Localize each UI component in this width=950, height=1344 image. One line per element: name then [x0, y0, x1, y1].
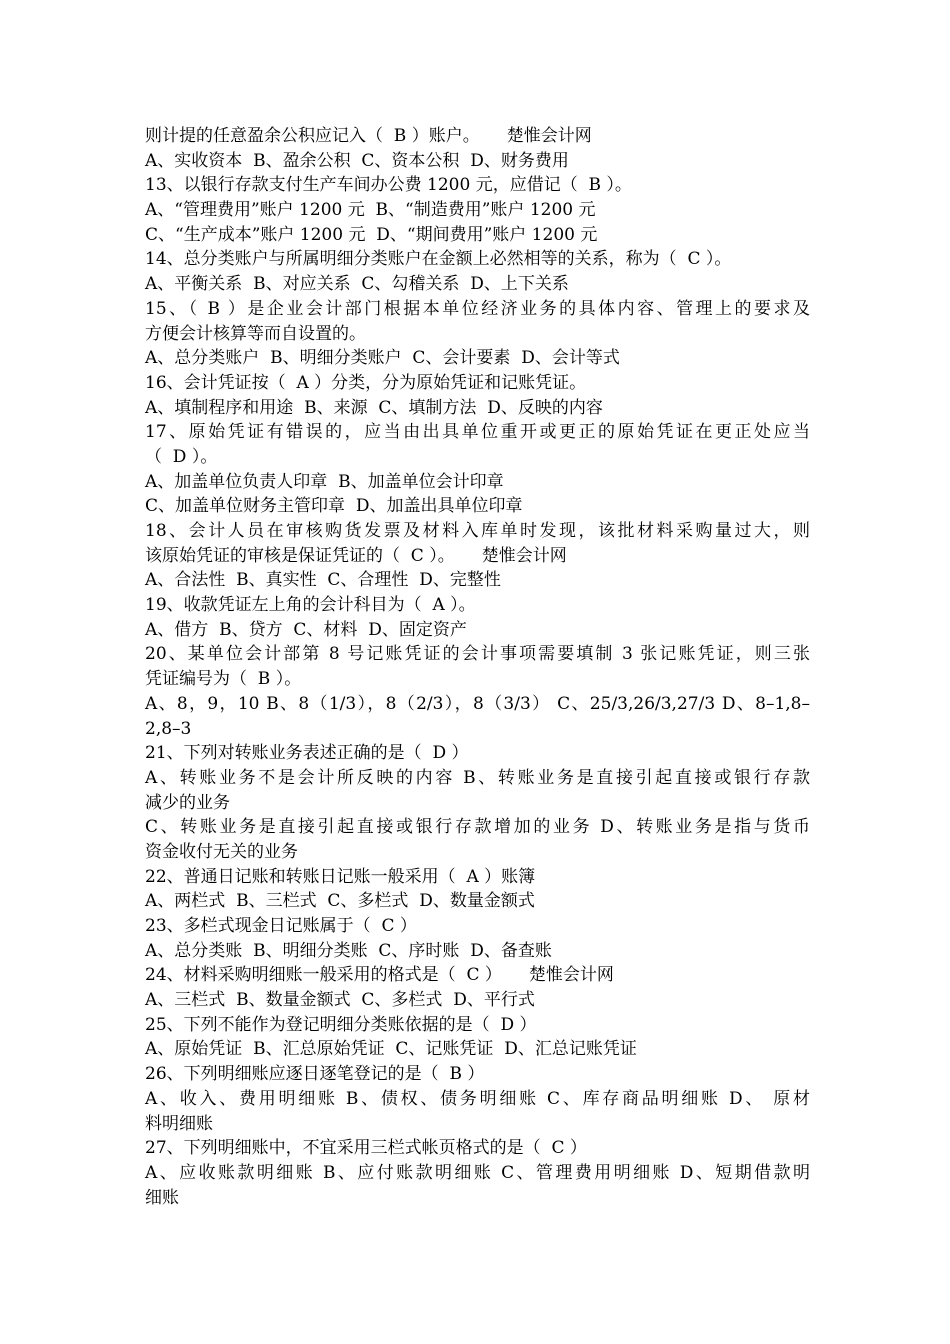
text-line: A、平衡关系 B、对应关系 C、勾稽关系 D、上下关系: [145, 274, 569, 295]
text-line: A、填制程序和用途 B、来源 C、填制方法 D、反映的内容: [145, 397, 603, 418]
text-line: 细账: [145, 1187, 179, 1208]
text-line: C、“生产成本”账户 1200 元 D、“期间费用”账户 1200 元: [145, 224, 598, 245]
text-line: 18、会计人员在审核购货发票及材料入库单时发现，该批材料采购量过大，则: [145, 521, 810, 541]
text-line: 20、某单位会计部第 8 号记账凭证的会计事项需要填制 3 张记账凭证，则三张: [145, 644, 810, 665]
text-line: C、转账业务是直接引起直接或银行存款增加的业务 D、转账业务是指与货币: [145, 817, 810, 838]
text-line: 方便会计核算等而自设置的。: [145, 323, 366, 344]
text-line: 资金收付无关的业务: [145, 841, 298, 862]
text-line: A、借方 B、贷方 C、材料 D、固定资产: [145, 619, 467, 640]
text-line: A、总分类账户 B、明细分类账户 C、会计要素 D、会计等式: [145, 348, 620, 369]
text-line: 22、普通日记账和转账日记账一般采用（ A ）账簿: [145, 866, 536, 887]
text-line: A、总分类账 B、明细分类账 C、序时账 D、备查账: [145, 940, 552, 961]
text-line: 13、以银行存款支付生产车间办公费 1200 元，应借记（ B ）。: [145, 175, 632, 196]
text-line: A、三栏式 B、数量金额式 C、多栏式 D、平行式: [145, 990, 535, 1011]
text-line: 27、下列明细账中，不宜采用三栏式帐页格式的是（ C ）: [145, 1138, 587, 1159]
text-line: A、收入、费用明细账 B、债权、债务明细账 C、库存商品明细账 D、 原材: [145, 1088, 810, 1109]
text-line: 15、（ B ）是企业会计部门根据本单位经济业务的具体内容、管理上的要求及: [145, 298, 810, 319]
text-line: （ D ）。: [145, 446, 218, 467]
text-line: A、原始凭证 B、汇总原始凭证 C、记账凭证 D、汇总记账凭证: [145, 1039, 637, 1060]
text-line: A、8，9，10 B、8（1/3），8（2/3），8（3/3） C、25/3,26/3,27/3 D、8–1,8–: [145, 693, 810, 714]
text-line: A、两栏式 B、三栏式 C、多栏式 D、数量金额式: [145, 891, 535, 912]
text-line: 则计提的任意盈余公积应记入（ B ）账户。 楚惟会计网: [145, 126, 592, 146]
text-line: 14、总分类账户与所属明细分类账户在金额上必然相等的关系，称为（ C ）。: [145, 249, 732, 270]
text-line: 17、原始凭证有错误的，应当由出具单位重开或更正的原始凭证在更正处应当: [145, 422, 810, 443]
document-page: [145, 124, 810, 1210]
text-line: 19、收款凭证左上角的会计科目为（ A ）。: [145, 595, 476, 616]
text-line: 26、下列明细账应逐日逐笔登记的是（ B ）: [145, 1064, 485, 1085]
text-line: C、加盖单位财务主管印章 D、加盖出具单位印章: [145, 496, 523, 517]
text-line: 16、会计凭证按（ A ）分类，分为原始凭证和记账凭证。: [145, 372, 587, 393]
text-line: A、“管理费用”账户 1200 元 B、“制造费用”账户 1200 元: [145, 200, 596, 221]
text-line: 凭证编号为（ B ）。: [145, 669, 302, 690]
text-line: A、应收账款明细账 B、应付账款明细账 C、管理费用明细账 D、短期借款明: [145, 1162, 810, 1183]
text-line: A、加盖单位负责人印章 B、加盖单位会计印章: [145, 471, 504, 492]
text-line: 料明细账: [145, 1113, 213, 1134]
text-line: A、实收资本 B、盈余公积 C、资本公积 D、财务费用: [145, 150, 569, 171]
text-line: 21、下列对转账业务表述正确的是（ D ）: [145, 743, 469, 764]
text-line: 减少的业务: [145, 792, 230, 813]
text-line: 25、下列不能作为登记明细分类账依据的是（ D ）: [145, 1014, 537, 1035]
text-line: A、合法性 B、真实性 C、合理性 D、完整性: [145, 570, 501, 591]
text-line: 24、材料采购明细账一般采用的格式是（ C ） 楚惟会计网: [145, 965, 614, 986]
text-line: 23、多栏式现金日记账属于（ C ）: [145, 916, 417, 936]
text-line: A、转账业务不是会计所反映的内容 B、转账业务是直接引起直接或银行存款: [145, 767, 810, 788]
text-line: 2,8–3: [145, 718, 192, 739]
text-line: 该原始凭证的审核是保证凭证的（ C ）。 楚惟会计网: [145, 545, 567, 566]
